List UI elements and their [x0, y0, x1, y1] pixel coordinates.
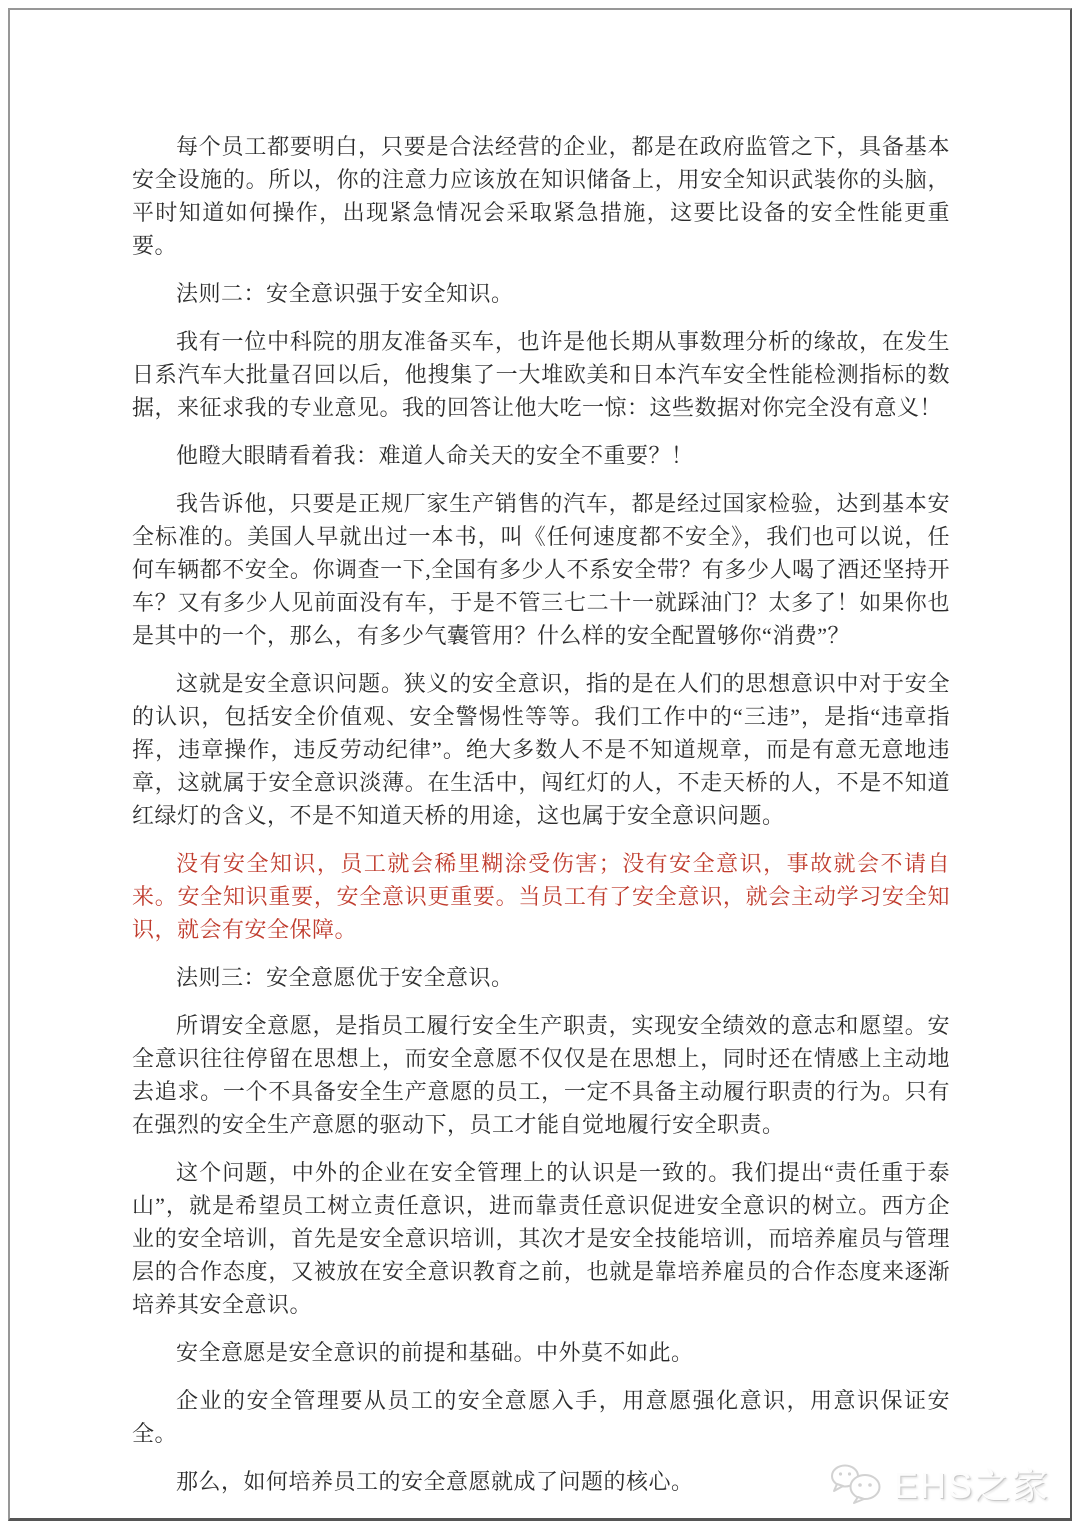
paragraph: 安全意愿是安全意识的前提和基础。中外莫不如此。 [176, 1340, 694, 1365]
wechat-icon [830, 1463, 886, 1505]
rule-heading: 法则三：安全意愿优于安全意识。 [176, 965, 514, 990]
emphasis-paragraph: 没有安全知识，员工就会稀里糊涂受伤害；没有安全意识，事故就会不请自来。安全知识重要，安全意识更重要。当员工有了安全意识，就会主动学习安全知识，就会有安全保障。 [132, 851, 950, 942]
paragraph: 每个员工都要明白，只要是合法经营的企业，都是在政府监管之下，具备基本安全设施的。所以，你的注意力应该放在知识储备上，用安全知识武装你的头脑，平时知道如何操作，出现紧急情况会采取紧急措施，这要比设备的安全性能更重要。 [132, 134, 950, 258]
document-content [132, 130, 950, 1513]
paragraph: 那么，如何培养员工的安全意愿就成了问题的核心。 [176, 1469, 694, 1494]
rule-heading: 法则二：安全意识强于安全知识。 [176, 281, 514, 306]
paragraph: 这就是安全意识问题。狭义的安全意识，指的是在人们的思想意识中对于安全的认识，包括安全价值观、安全警惕性等等。我们工作中的“三违”，是指“违章指挥，违章操作，违反劳动纪律”。绝大多数人不是不知道规章，而是有意无意地违章，这就属于安全意识淡薄。在生活中，闯红灯的人，不走天桥的人，不是不知道红绿灯的含义，不是不知道天桥的用途，这也属于安全意识问题。 [132, 671, 950, 828]
paragraph: 这个问题，中外的企业在安全管理上的认识是一致的。我们提出“责任重于泰山”，就是希望员工树立责任意识，进而靠责任意识促进安全意识的树立。西方企业的安全培训，首先是安全意识培训，其次才是安全技能培训，而培养雇员与管理层的合作态度，又被放在安全意识教育之前，也就是靠培养雇员的合作态度来逐渐培养其安全意识。 [132, 1160, 950, 1317]
paragraph: 他瞪大眼睛看着我：难道人命关天的安全不重要？！ [176, 443, 694, 468]
watermark [830, 1458, 1050, 1509]
watermark-label: EHS之家 [893, 1465, 1050, 1506]
paragraph: 我有一位中科院的朋友准备买车，也许是他长期从事数理分析的缘故，在发生日系汽车大批量召回以后，他搜集了一大堆欧美和日本汽车安全性能检测指标的数据，来征求我的专业意见。我的回答让他大吃一惊：这些数据对你完全没有意义！ [132, 329, 950, 420]
paragraph: 企业的安全管理要从员工的安全意愿入手，用意愿强化意识，用意识保证安全。 [132, 1388, 950, 1446]
paragraph: 所谓安全意愿，是指员工履行安全生产职责，实现安全绩效的意志和愿望。安全意识往往停留在思想上，而安全意愿不仅仅是在思想上，同时还在情感上主动地去追求。一个不具备安全生产意愿的员工，一定不具备主动履行职责的行为。只有在强烈的安全生产意愿的驱动下，员工才能自觉地履行安全职责。 [132, 1013, 950, 1137]
paragraph: 我告诉他，只要是正规厂家生产销售的汽车，都是经过国家检验，达到基本安全标准的。美国人早就出过一本书，叫《任何速度都不安全》，我们也可以说，任何车辆都不安全。你调查一下,全国有多少人不系安全带？有多少人喝了酒还坚持开车？又有多少人见前面没有车，于是不管三七二十一就踩油门？太多了！如果你也是其中的一个，那么，有多少气囊管用？什么样的安全配置够你“消费”？ [132, 491, 950, 648]
